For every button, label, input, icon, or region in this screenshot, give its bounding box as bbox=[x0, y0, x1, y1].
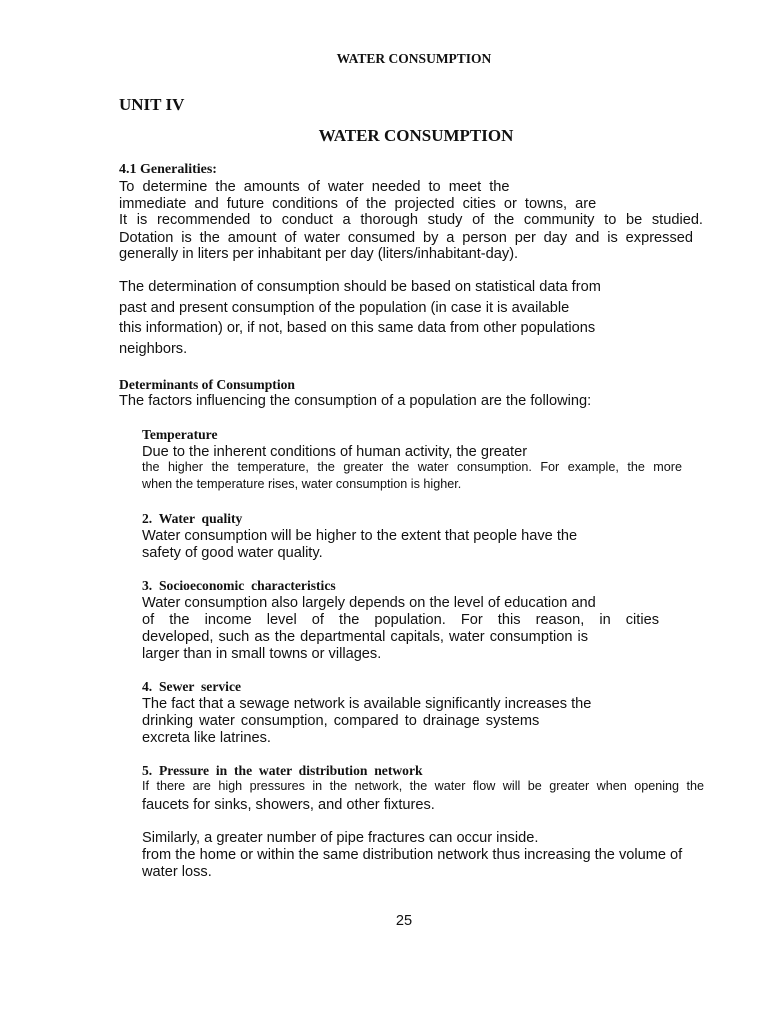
temperature-line-3: when the temperature rises, water consumption is higher. bbox=[142, 477, 462, 491]
generalities-line-5: generally in liters per inhabitant per day (liters/inhabitant-day). bbox=[119, 246, 519, 262]
determination-line-3: this information) or, if not, based on this same data from other populations bbox=[119, 320, 596, 336]
pressure-line-2: faucets for sinks, showers, and other fixtures. bbox=[142, 797, 435, 813]
generalities-heading: 4.1 Generalities: bbox=[119, 162, 217, 177]
generalities-line-3: It is recommended to conduct a thorough study of the community to be studied. bbox=[119, 212, 703, 228]
generalities-line-1: To determine the amounts of water needed to meet the bbox=[119, 179, 510, 195]
socioeconomic-heading: 3. Socioeconomic characteristics bbox=[142, 578, 336, 593]
temperature-line-1: Due to the inherent conditions of human activity, the greater bbox=[142, 444, 528, 460]
determination-line-4: neighbors. bbox=[119, 341, 188, 357]
socioeconomic-line-2: of the income level of the population. For this reason, in cities bbox=[142, 612, 659, 628]
pressure-line-3: Similarly, a greater number of pipe fractures can occur inside. bbox=[142, 830, 539, 846]
temperature-line-2: the higher the temperature, the greater the water consumption. For example, the more bbox=[142, 460, 682, 474]
sewer-line-2: drinking water consumption, compared to drainage systems bbox=[142, 713, 540, 729]
determinants-heading: Determinants of Consumption bbox=[119, 377, 295, 392]
generalities-line-4: Dotation is the amount of water consumed by a person per day and is expressed bbox=[119, 230, 693, 246]
water-quality-line-1: Water consumption will be higher to the extent that people have the bbox=[142, 528, 578, 544]
socioeconomic-line-3: developed, such as the departmental capitals, water consumption is bbox=[142, 629, 589, 645]
page-number: 25 bbox=[395, 913, 413, 929]
socioeconomic-line-4: larger than in small towns or villages. bbox=[142, 646, 382, 662]
socioeconomic-line-1: Water consumption also largely depends on the level of education and bbox=[142, 595, 596, 611]
water-quality-line-2: safety of good water quality. bbox=[142, 545, 323, 561]
pressure-heading: 5. Pressure in the water distribution network bbox=[142, 763, 423, 778]
pressure-line-5: water loss. bbox=[142, 864, 212, 880]
sewer-heading: 4. Sewer service bbox=[142, 679, 242, 694]
temperature-heading: Temperature bbox=[142, 427, 218, 442]
determination-line-2: past and present consumption of the population (in case it is available bbox=[119, 300, 570, 316]
unit-label: UNIT IV bbox=[119, 95, 185, 114]
generalities-line-2: immediate and future conditions of the projected cities or towns, are bbox=[119, 196, 597, 212]
water-quality-heading: 2. Water quality bbox=[142, 511, 243, 526]
pressure-line-1: If there are high pressures in the network, the water flow will be greater when opening the bbox=[142, 779, 704, 793]
sewer-line-1: The fact that a sewage network is available significantly increases the bbox=[142, 696, 592, 712]
sewer-line-3: excreta like latrines. bbox=[142, 730, 271, 746]
page-title: WATER CONSUMPTION bbox=[318, 126, 514, 145]
determinants-intro: The factors influencing the consumption of a population are the following: bbox=[119, 393, 592, 409]
determination-line-1: The determination of consumption should be based on statistical data from bbox=[119, 279, 601, 295]
running-header: WATER CONSUMPTION bbox=[336, 51, 492, 66]
pressure-line-4: from the home or within the same distribution network thus increasing the volume of bbox=[142, 847, 683, 863]
